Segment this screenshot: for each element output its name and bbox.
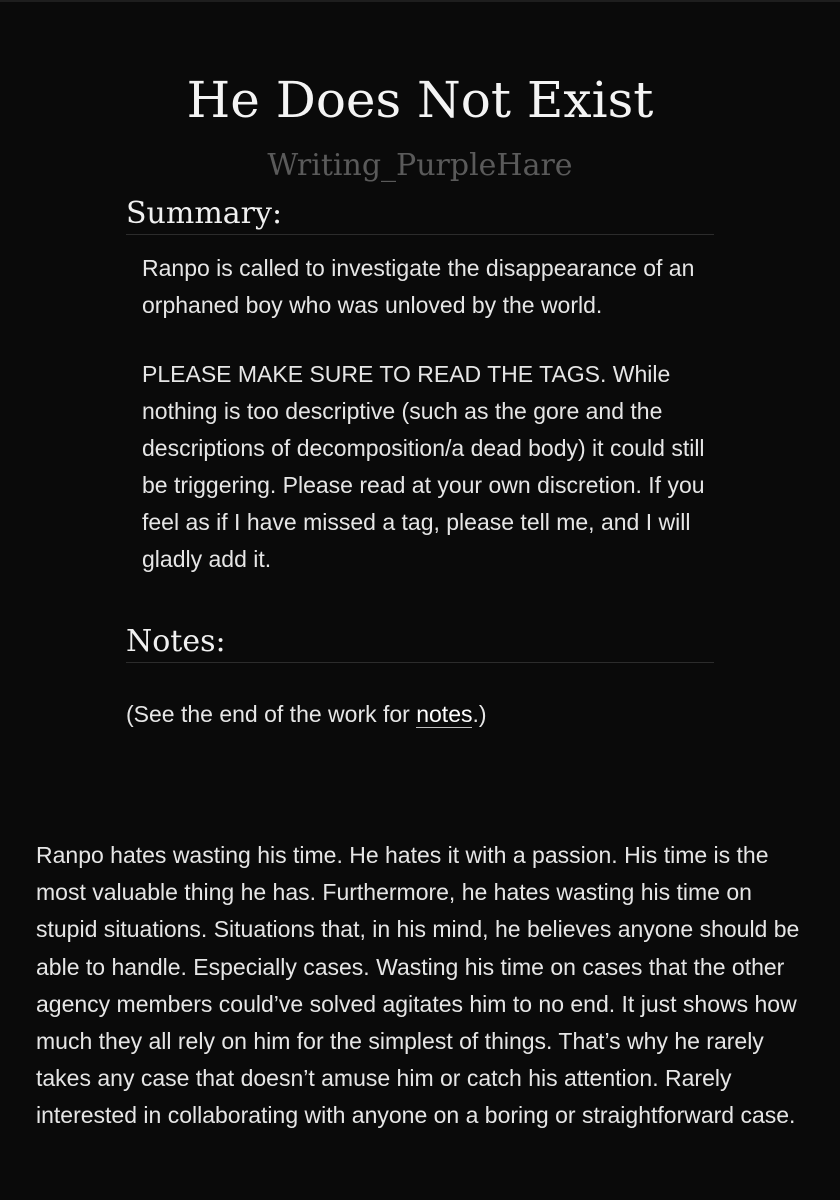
summary-paragraph: PLEASE MAKE SURE TO READ THE TAGS. While nothing is too descriptive (such as the gore and the descriptions of decomposition/a dead body) it could still be triggering. Please read at your own discretion. If you feel as if I have missed a tag, please tell me, and I will gladly add it. bbox=[142, 361, 705, 572]
work-title: He Does Not Exist bbox=[186, 71, 654, 129]
work-author[interactable]: Writing_PurpleHare bbox=[267, 148, 573, 183]
notes-body bbox=[126, 696, 726, 733]
notes-text-after: .) bbox=[472, 701, 487, 727]
notes-link[interactable]: notes bbox=[416, 701, 473, 727]
chapter-paragraph: Ranpo hates wasting his time. He hates it with a passion. His time is the most valuable thing he has. Furthermore, he hates wasting his time on stupid situations. Situations that, in his mind, he believes anyone should be able to handle. Especially cases. Wasting his time on cases that the other agency members could’ve solved agitates him to no end. It just shows how much they all rely on him for the simplest of things. That’s why he rarely takes any case that doesn’t amuse him or catch his attention. Rarely interested in collaborating with anyone on a boring or straightforward case. bbox=[36, 842, 800, 1129]
notes-text-before: (See the end of the work for bbox=[126, 701, 417, 727]
summary-paragraph: Ranpo is called to investigate the disappearance of an orphaned boy who was unloved by the world. bbox=[142, 255, 695, 318]
summary-heading: Summary: bbox=[126, 194, 714, 235]
summary-body bbox=[142, 250, 732, 610]
notes-heading: Notes: bbox=[126, 622, 714, 663]
